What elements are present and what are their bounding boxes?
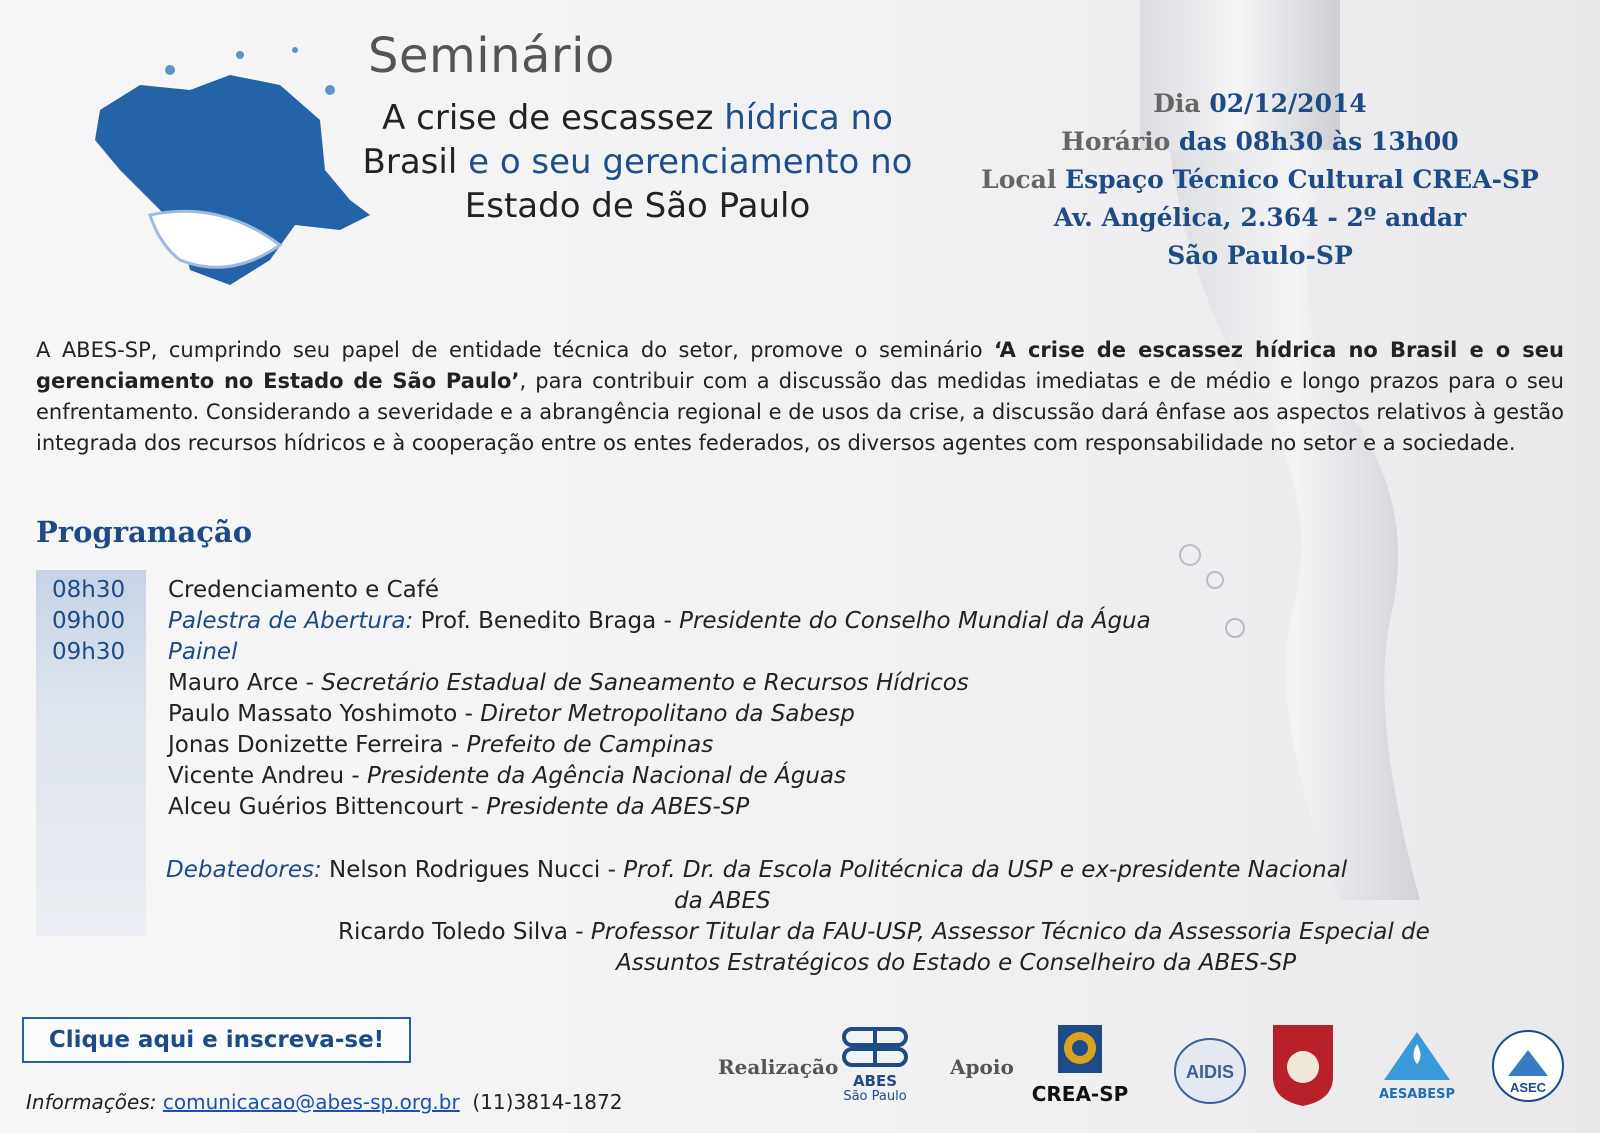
globe-icon [1170,1036,1250,1106]
panel-member [168,699,1151,730]
speaker-name: Ricardo Toledo Silva - [338,919,591,945]
debaters [166,855,1430,979]
title-text: Estado de São Paulo [464,186,811,226]
title-text: Brasil [362,142,469,182]
speaker-name: Nelson Rodrigues Nucci - [321,857,624,883]
location-value: Espaço Técnico Cultural CREA-SP [1065,165,1539,194]
contact-info [26,1090,622,1114]
speaker-role: Presidente da ABES-SP [486,794,750,820]
intro-text: , para contribuir com a discussão das medidas imediatas e de médio e longo prazos para o seu enfrentamento. Considerando a severidade e a abrangência regional e de usos da crise, a discussão dará ênfase aos aspectos relativos à gestão integrada dos recursos hídricos e à cooperação entre os entes federados, os diversos agentes com responsabilidade no setor e a sociedade. [36,369,1564,455]
aidis-name: AIDIS [1185,1062,1235,1082]
aesabesp-logo [1367,1030,1467,1102]
phone: (11)3814-1872 [472,1090,623,1114]
date-label: Dia [1153,89,1201,118]
aidis-logo [1170,1036,1250,1110]
asec-seal-icon [1490,1028,1566,1104]
item-label: Palestra de Abertura: [168,608,414,634]
sao-paulo-map-logo [80,30,380,310]
program-items [168,575,1151,823]
speaker-role: da ABES [674,888,771,914]
intro-text: A ABES-SP, cumprindo seu papel de entidade técnica do setor, promove o seminário [36,338,995,362]
title-text: hídrica no [724,98,893,138]
location-label: Local [981,165,1057,194]
aesabesp-name: AESABESP [1378,1087,1456,1102]
seminar-heading: Seminário [368,28,615,84]
debaters-label: Debatedores: [166,857,322,883]
speaker-name: Prof. Benedito Braga - [413,608,680,634]
event-details [960,85,1560,275]
speaker-role: Secretário Estadual de Saneamento e Recursos Hídricos [321,670,969,696]
address: Av. Angélica, 2.364 - 2º andar [1053,203,1467,232]
crea-seal-icon [1052,1023,1108,1079]
speaker-role: Assuntos Estratégicos do Estado e Conselheiro da ABES-SP [616,950,1297,976]
title-text: A crise de escassez [382,98,725,138]
shield-icon [1270,1022,1336,1108]
asec-logo [1488,1028,1568,1108]
organizer-label: Realização [718,1055,839,1079]
abes-name: ABES [852,1072,898,1090]
abes-logo [835,1025,915,1104]
panel-member [168,792,1151,823]
speaker-name: Paulo Massato Yoshimoto - [168,701,481,727]
abes-sub: São Paulo [843,1089,907,1104]
speaker-name: Mauro Arce - [168,670,322,696]
time-value: das 08h30 às 13h00 [1179,127,1459,156]
speaker-role: Professor Titular da FAU-USP, Assessor Técnico da Assessoria Especial de [590,919,1430,945]
speaker-role: Prefeito de Campinas [466,732,714,758]
title-text: o seu gerenciamento no [499,142,913,182]
panel-member [168,761,1151,792]
city: São Paulo-SP [1167,241,1353,270]
instituto-engenharia-logo [1270,1022,1336,1112]
speaker-role: Diretor Metropolitano da Sabesp [480,701,855,727]
intro-paragraph [36,335,1564,459]
title-text: e [468,142,500,182]
support-label: Apoio [950,1055,1014,1079]
program-heading: Programação [36,515,253,549]
speaker-role: Presidente da Agência Nacional de Águas [366,763,846,789]
abes-logo-mark [840,1025,910,1069]
crea-name: CREA-SP [1031,1082,1129,1106]
speaker-name: Alceu Guérios Bittencourt - [168,794,487,820]
info-label: Informações: [26,1090,157,1114]
register-button[interactable]: Clique aqui e inscreva-se! [22,1017,411,1063]
program-item: Painel [168,639,238,665]
water-drop-icon [1382,1030,1452,1084]
intro-bold: ‘A crise de escassez hídrica no Brasil e o seu gerenciamento no Estado de São Paulo’ [36,338,1564,393]
time-slot: 09h30 [52,639,126,665]
speaker-name: Vicente Andreu - [168,763,367,789]
speaker-name: Jonas Donizette Ferreira - [168,732,467,758]
seminar-title [345,96,930,228]
speaker-role: Prof. Dr. da Escola Politécnica da USP e ex-presidente Nacional [623,857,1348,883]
email-link[interactable]: comunicacao@abes-sp.org.br [162,1090,460,1114]
program-times [52,575,125,668]
panel-member [168,730,1151,761]
asec-name: ASEC [1509,1080,1547,1095]
time-label: Horário [1061,127,1171,156]
program-item: Credenciamento e Café [168,577,440,603]
speaker-role: Presidente do Conselho Mundial da Água [679,608,1151,634]
program-item [168,606,1151,637]
panel-member [168,668,1151,699]
time-slot: 09h00 [52,608,126,634]
time-slot: 08h30 [52,577,126,603]
date-value: 02/12/2014 [1209,89,1367,118]
crea-sp-logo [1020,1023,1140,1105]
